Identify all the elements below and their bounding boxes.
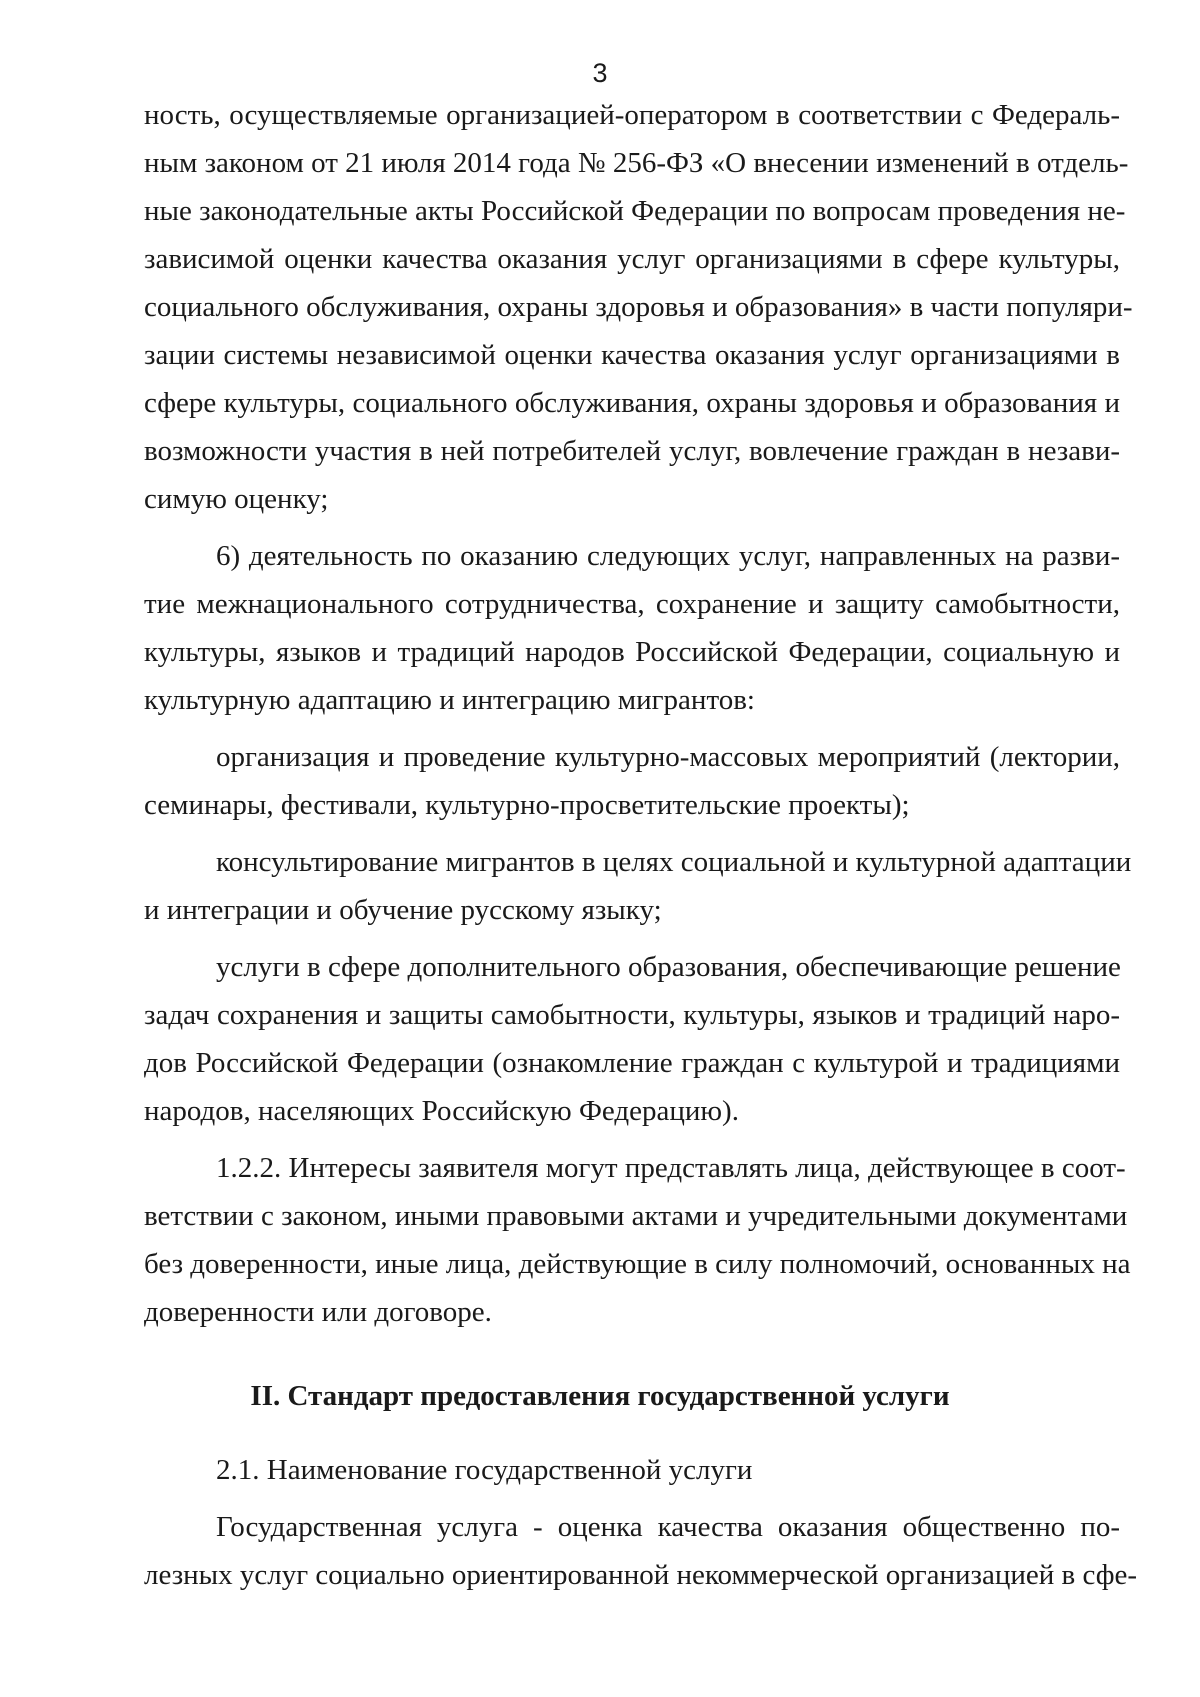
- text-line: организация и проведение культурно-массовых мероприятий (лектории,: [216, 741, 1120, 773]
- text-line: 1.2.2. Интересы заявителя могут представлять лица, действующее в соот-: [216, 1152, 1126, 1184]
- text-line: дов Российской Федерации (ознакомление граждан с культурой и традициями: [144, 1047, 1120, 1079]
- text-line: культурную адаптацию и интеграцию мигрантов:: [144, 684, 755, 716]
- text-line: 2.1. Наименование государственной услуги: [216, 1454, 753, 1486]
- text-line: социального обслуживания, охраны здоровья и образования» в части популяри-: [144, 291, 1133, 323]
- text-line: и интеграции и обучение русскому языку;: [144, 894, 662, 926]
- text-line: культуры, языков и традиций народов Российской Федерации, социальную и: [144, 636, 1120, 668]
- page-number: 3: [592, 58, 608, 88]
- text-line: 6) деятельность по оказанию следующих услуг, направленных на разви-: [216, 540, 1120, 572]
- text-line: доверенности или договоре.: [144, 1296, 492, 1328]
- text-line: ность, осуществляемые организацией-оператором в соответствии с Федераль-: [144, 99, 1120, 131]
- text-line: без доверенности, иные лица, действующие в силу полномочий, основанных на: [144, 1248, 1131, 1280]
- text-line: симую оценку;: [144, 483, 329, 515]
- text-line: зации системы независимой оценки качества оказания услуг организациями в: [144, 339, 1120, 371]
- text-line: ные законодательные акты Российской Федерации по вопросам проведения не-: [144, 195, 1126, 227]
- section-heading: II. Стандарт предоставления государственной услуги: [250, 1380, 950, 1412]
- text-line: народов, населяющих Российскую Федерацию).: [144, 1095, 739, 1127]
- text-line: семинары, фестивали, культурно-просветительские проекты);: [144, 789, 910, 821]
- text-line: зависимой оценки качества оказания услуг организациями в сфере культуры,: [144, 243, 1120, 275]
- text-line: ным законом от 21 июля 2014 года № 256-ФЗ «О внесении изменений в отдель-: [144, 147, 1129, 179]
- text-line: сфере культуры, социального обслуживания, охраны здоровья и образования и: [144, 387, 1120, 419]
- text-line: возможности участия в ней потребителей услуг, вовлечение граждан в незави-: [144, 435, 1120, 467]
- text-line: услуги в сфере дополнительного образования, обеспечивающие решение: [216, 951, 1121, 983]
- text-line: ветствии с законом, иными правовыми актами и учредительными документами: [144, 1200, 1128, 1232]
- text-line: Государственная услуга - оценка качества оказания общественно по-: [216, 1511, 1120, 1543]
- text-line: задач сохранения и защиты самобытности, культуры, языков и традиций наро-: [144, 999, 1120, 1031]
- text-line: лезных услуг социально ориентированной некоммерческой организацией в сфе-: [144, 1559, 1138, 1591]
- text-line: тие межнационального сотрудничества, сохранение и защиту самобытности,: [144, 588, 1120, 620]
- text-line: консультирование мигрантов в целях социальной и культурной адаптации: [216, 846, 1132, 878]
